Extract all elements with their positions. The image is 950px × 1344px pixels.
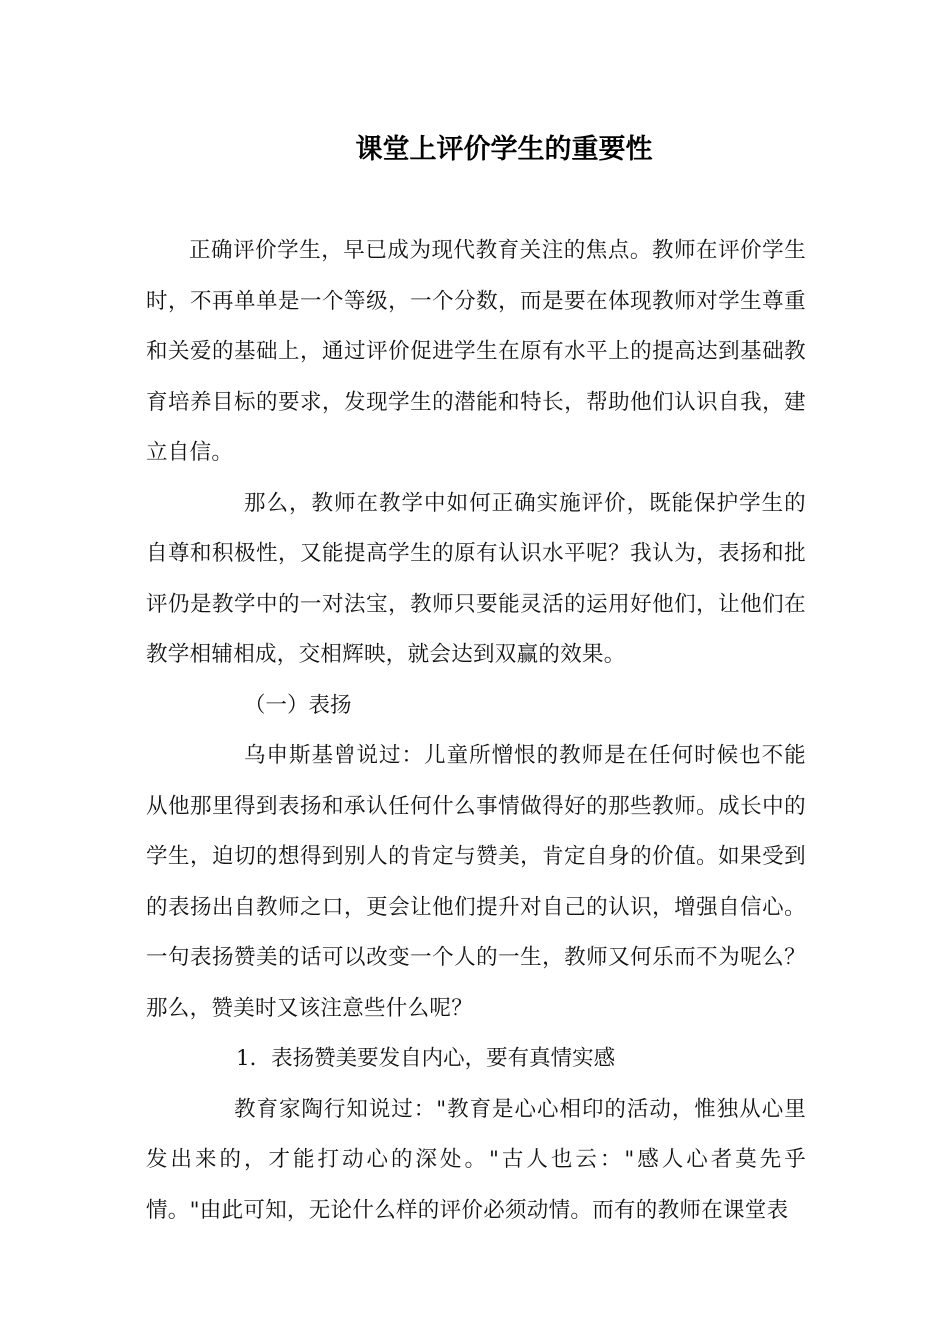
subheading-sincere-praise: 1．表扬赞美要发自内心，要有真情实感 <box>236 1046 616 1071</box>
paragraph-tao-xingzhi-quote: 教育家陶行知说过："教育是心心相印的活动，惟独从心里发出来的，才能打动心的深处。"古人也云："感人心者莫先乎情。"由此可知，无论什么样的评价必须动情。而有的教师在课堂表 <box>146 1096 806 1223</box>
paragraph-ushinsky-quote: 乌申斯基曾说过：儿童所憎恨的教师是在任何时候也不能从他那里得到表扬和承认任何什么事情做得好的那些教师。成长中的学生，迫切的想得到别人的肯定与赞美，肯定自身的价值。如果受到的表扬出自教师之口，更会让他们提升对自己的认识，增强自信心。一句表扬赞美的话可以改变一个人的一生，教师又何乐而不为呢么？那么，赞美时又该注意些什么呢？ <box>146 743 806 1021</box>
document-body <box>146 226 806 1236</box>
section-heading-praise: （一）表扬 <box>244 692 352 718</box>
document-title: 课堂上评价学生的重要性 <box>355 134 653 165</box>
paragraph-intro: 正确评价学生，早已成为现代教育关注的焦点。教师在评价学生时，不再单单是一个等级，一个分数，而是要在体现教师对学生尊重和关爱的基础上，通过评价促进学生在原有水平上的提高达到基础教育培养目标的要求，发现学生的潜能和特长，帮助他们认识自我，建立自信。 <box>146 238 806 465</box>
paragraph-question: 那么，教师在教学中如何正确实施评价，既能保护学生的自尊和积极性，又能提高学生的原有认识水平呢？我认为，表扬和批评仍是教学中的一对法宝，教师只要能灵活的运用好他们，让他们在教学相辅相成，交相辉映，就会达到双赢的效果。 <box>146 490 806 667</box>
